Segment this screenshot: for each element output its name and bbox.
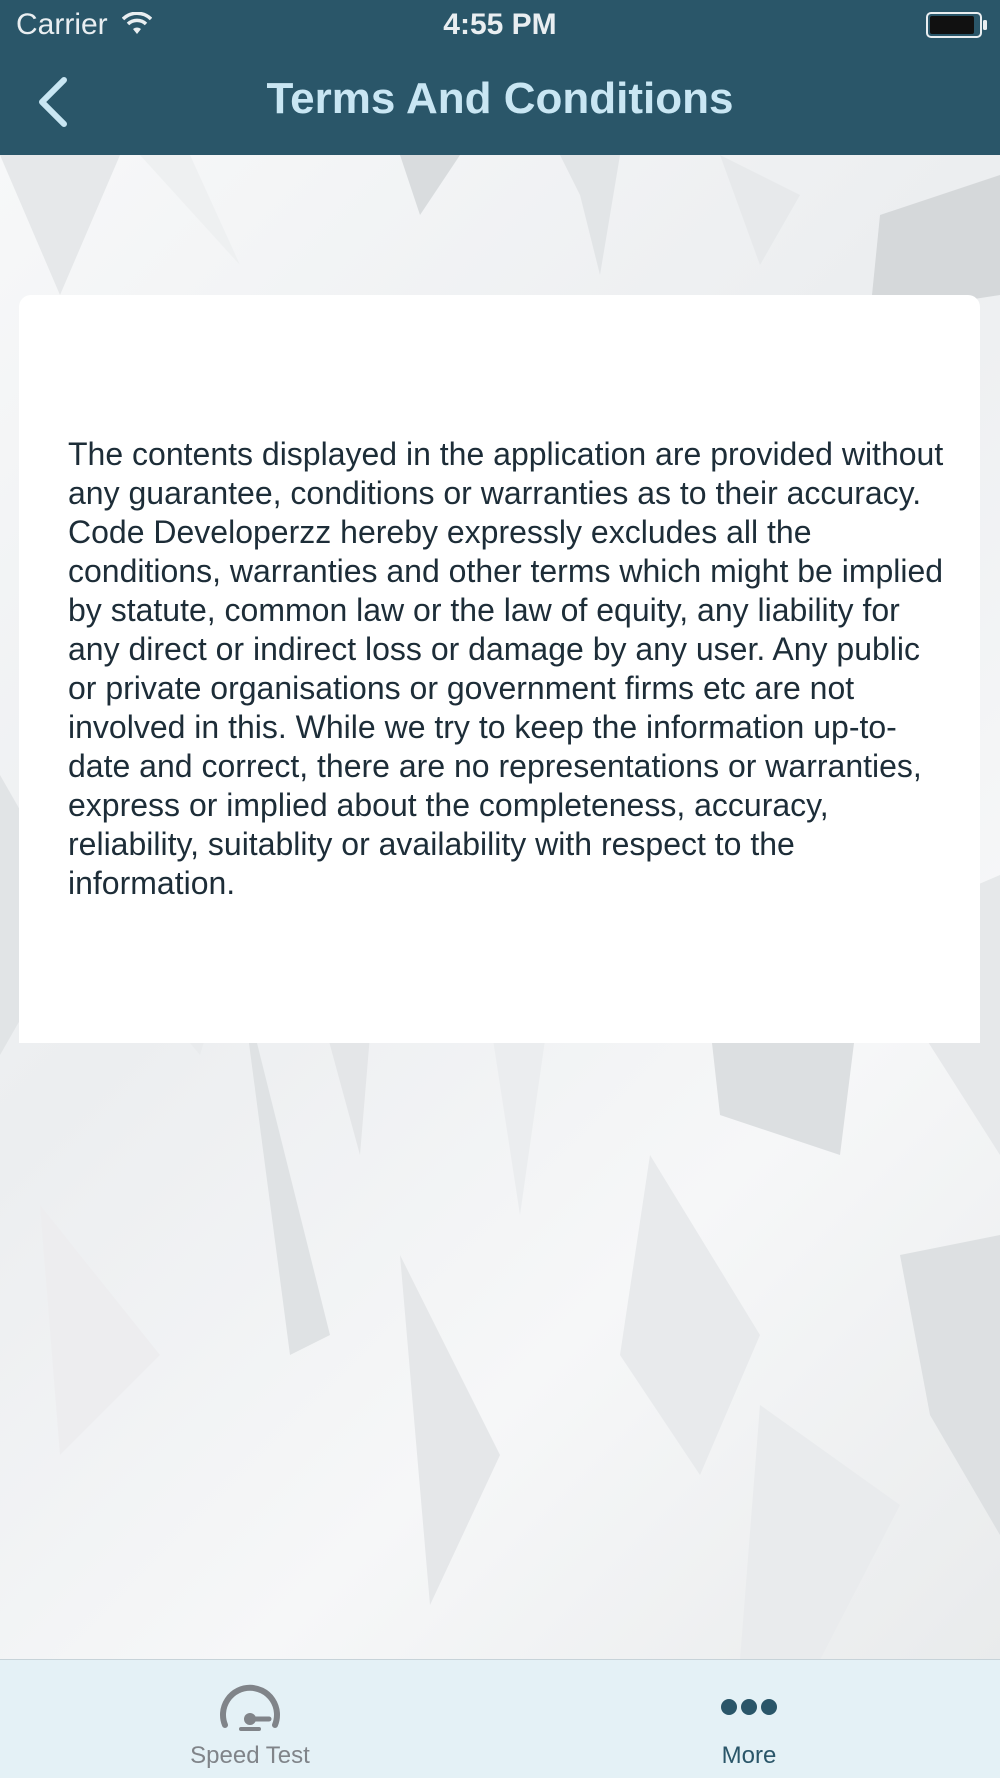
more-dots-icon (719, 1678, 779, 1736)
tab-more[interactable] (599, 1660, 899, 1778)
page-title: Terms And Conditions (266, 74, 734, 123)
tab-bar (0, 1659, 1000, 1778)
terms-card (19, 295, 980, 1043)
terms-text: The contents displayed in the application are provided without any guarantee, conditions or warranties as to their accuracy. Code Developerzz hereby expressly excludes all the conditions, warranties and other terms which might be implied by statute, common law or the law of equity, any liability for any direct or indirect loss or damage by any user. Any public or private organisations or government firms etc are not involved in this. While we try to keep the information up-to-date and correct, there are no representations or warranties, express or implied about the completeness, accuracy, reliability, suitablity or availability with respect to the information. (68, 436, 944, 901)
battery-icon (926, 12, 988, 43)
navigation-bar (0, 52, 1000, 155)
header (0, 0, 1000, 155)
tab-more-label: More (721, 1742, 777, 1769)
tab-speed-test-label: Speed Test (190, 1742, 310, 1769)
status-bar (0, 0, 1000, 52)
carrier-label: Carrier (16, 8, 108, 41)
status-time: 4:55 PM (443, 8, 557, 41)
tab-speed-test[interactable] (100, 1660, 400, 1778)
speedometer-icon (217, 1678, 283, 1736)
